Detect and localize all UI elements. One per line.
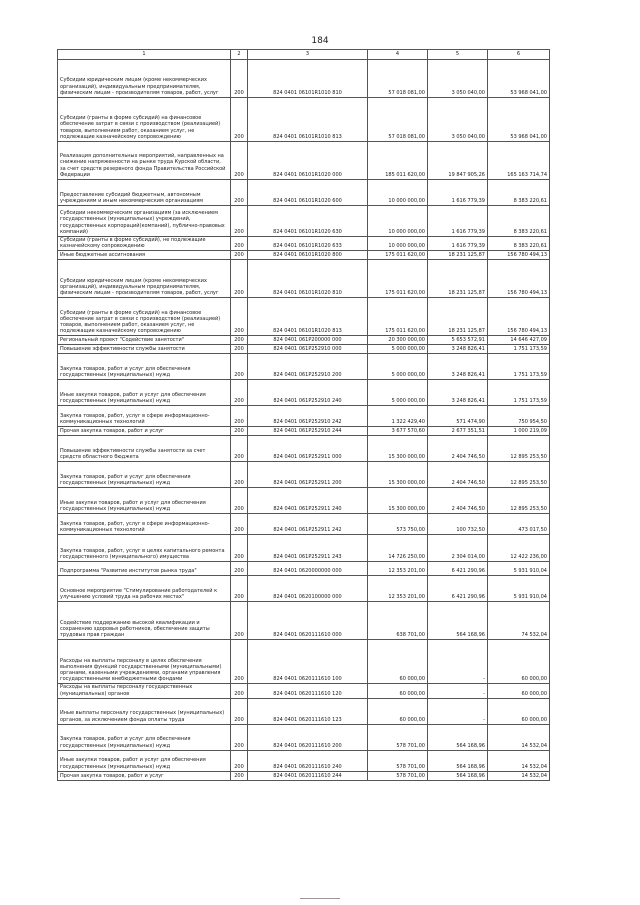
row-name-cell: Расходы на выплаты персоналу государственных (муниципальных) органов xyxy=(58,684,231,698)
row-line-code-cell: 200 xyxy=(231,251,248,260)
row-unexecuted-cell: 1 000 219,09 xyxy=(488,427,550,436)
row-executed-cell: 3 248 826,41 xyxy=(428,345,488,354)
table-row xyxy=(58,576,550,602)
row-approved-cell: 10 000 000,00 xyxy=(368,237,428,251)
row-budget-code-cell: 824 0401 0620111610 120 xyxy=(248,684,368,698)
row-unexecuted-cell: 53 968 041,00 xyxy=(488,60,550,98)
row-executed-cell: 564 168,96 xyxy=(428,602,488,640)
row-executed-cell: 19 847 905,26 xyxy=(428,142,488,180)
row-name-cell: Иные закупки товаров, работ и услуг для обеспечения государственных (муниципальных) нужд xyxy=(58,750,231,771)
column-header-line-code: 2 xyxy=(231,50,248,60)
row-executed-cell: 18 231 125,87 xyxy=(428,298,488,336)
row-approved-cell: 15 300 000,00 xyxy=(368,488,428,514)
row-unexecuted-cell: 12 422 236,00 xyxy=(488,535,550,562)
row-name-cell: Региональный проект "Содействие занятости" xyxy=(58,336,231,345)
row-executed-cell: 564 168,96 xyxy=(428,750,488,771)
row-approved-cell: 14 726 250,00 xyxy=(368,535,428,562)
row-name-cell: Закупка товаров, работ, услуг в целях капитального ремонта государственного (муниципального) имущества xyxy=(58,535,231,562)
row-approved-cell: 5 000 000,00 xyxy=(368,354,428,380)
row-line-code-cell: 200 xyxy=(231,640,248,684)
row-line-code-cell: 200 xyxy=(231,684,248,698)
row-executed-cell: 3 248 826,41 xyxy=(428,380,488,406)
row-executed-cell: 18 231 125,87 xyxy=(428,260,488,298)
row-line-code-cell: 200 xyxy=(231,180,248,206)
row-executed-cell: 564 168,96 xyxy=(428,771,488,780)
row-unexecuted-cell: 12 895 253,50 xyxy=(488,462,550,488)
row-line-code-cell: 200 xyxy=(231,237,248,251)
row-approved-cell: 12 353 201,00 xyxy=(368,562,428,576)
row-line-code-cell: 200 xyxy=(231,260,248,298)
row-line-code-cell: 200 xyxy=(231,698,248,724)
row-executed-cell: 18 231 125,87 xyxy=(428,251,488,260)
row-executed-cell: - xyxy=(428,684,488,698)
row-budget-code-cell: 824 0401 0620100000 000 xyxy=(248,576,368,602)
row-budget-code-cell: 824 0401 06101R1020 813 xyxy=(248,298,368,336)
row-line-code-cell: 200 xyxy=(231,576,248,602)
row-approved-cell: 3 677 570,60 xyxy=(368,427,428,436)
row-executed-cell: 564 168,96 xyxy=(428,724,488,750)
row-budget-code-cell: 824 0401 061P200000 000 xyxy=(248,336,368,345)
table-row xyxy=(58,336,550,345)
row-unexecuted-cell: 74 532,04 xyxy=(488,602,550,640)
row-unexecuted-cell: 8 383 220,61 xyxy=(488,206,550,237)
row-executed-cell: 3 050 040,00 xyxy=(428,98,488,142)
table-row xyxy=(58,251,550,260)
row-name-cell: Закупка товаров, работ и услуг для обеспечения государственных (муниципальных) нужд xyxy=(58,724,231,750)
row-executed-cell: 6 421 290,96 xyxy=(428,562,488,576)
column-header-budget-code: 3 xyxy=(248,50,368,60)
row-name-cell: Закупка товаров, работ, услуг в сфере информационно-коммуникационных технологий xyxy=(58,406,231,427)
row-budget-code-cell: 824 0401 06101R1010 810 xyxy=(248,60,368,98)
row-line-code-cell: 200 xyxy=(231,206,248,237)
row-budget-code-cell: 824 0401 06101R1020 810 xyxy=(248,260,368,298)
row-budget-code-cell: 824 0401 061P252911 243 xyxy=(248,535,368,562)
row-unexecuted-cell: 8 383 220,61 xyxy=(488,180,550,206)
row-unexecuted-cell: 14 646 427,09 xyxy=(488,336,550,345)
row-budget-code-cell: 824 0401 061P252910 240 xyxy=(248,380,368,406)
row-line-code-cell: 200 xyxy=(231,488,248,514)
row-name-cell: Предоставление субсидий бюджетным, автономным учреждениям и иным некоммерческим организациям xyxy=(58,180,231,206)
row-name-cell: Субсидии (гранты в форме субсидий) на финансовое обеспечение затрат в связи с производством (реализацией) товаров, выполнением работ, оказанием услуг, не подлежащие казначейскому сопровождению xyxy=(58,298,231,336)
row-budget-code-cell: 824 0401 06101R1020 633 xyxy=(248,237,368,251)
row-approved-cell: 15 300 000,00 xyxy=(368,436,428,462)
row-name-cell: Подпрограмма "Развитие институтов рынка труда" xyxy=(58,562,231,576)
row-approved-cell: 578 701,00 xyxy=(368,750,428,771)
row-approved-cell: 60 000,00 xyxy=(368,684,428,698)
column-header-approved: 4 xyxy=(368,50,428,60)
row-name-cell: Прочая закупка товаров, работ и услуг xyxy=(58,771,231,780)
row-budget-code-cell: 824 0401 061P252911 200 xyxy=(248,462,368,488)
row-budget-code-cell: 824 0401 0620111610 123 xyxy=(248,698,368,724)
table-row xyxy=(58,298,550,336)
row-name-cell: Субсидии (гранты в форме субсидий), не подлежащие казначейскому сопровождению xyxy=(58,237,231,251)
row-name-cell: Закупка товаров, работ и услуг для обеспечения государственных (муниципальных) нужд xyxy=(58,354,231,380)
row-name-cell: Реализация дополнительных мероприятий, направленных на снижение напряженности на рынке труда Курской области, за счет средств резервного фонда Правительства Российской Федерации xyxy=(58,142,231,180)
row-unexecuted-cell: 1 751 173,59 xyxy=(488,380,550,406)
row-executed-cell: 571 474,90 xyxy=(428,406,488,427)
column-header-executed: 5 xyxy=(428,50,488,60)
row-executed-cell: 3 050 040,00 xyxy=(428,60,488,98)
row-budget-code-cell: 824 0401 061P252911 240 xyxy=(248,488,368,514)
row-line-code-cell: 200 xyxy=(231,771,248,780)
row-budget-code-cell: 824 0401 0620111610 000 xyxy=(248,602,368,640)
row-executed-cell: 1 616 779,39 xyxy=(428,180,488,206)
row-name-cell: Иные выплаты персоналу государственных (муниципальных) органов, за исключением фонда оплаты труда xyxy=(58,698,231,724)
column-header-name: 1 xyxy=(58,50,231,60)
row-unexecuted-cell: 60 000,00 xyxy=(488,698,550,724)
row-approved-cell: 185 011 620,00 xyxy=(368,142,428,180)
row-unexecuted-cell: 14 532,04 xyxy=(488,724,550,750)
row-executed-cell: 2 677 351,51 xyxy=(428,427,488,436)
table-row xyxy=(58,462,550,488)
row-unexecuted-cell: 60 000,00 xyxy=(488,684,550,698)
table-row xyxy=(58,206,550,237)
row-approved-cell: 578 701,00 xyxy=(368,771,428,780)
row-budget-code-cell: 824 0401 0620111610 100 xyxy=(248,640,368,684)
table-row xyxy=(58,724,550,750)
row-budget-code-cell: 824 0401 06101R1010 813 xyxy=(248,98,368,142)
row-unexecuted-cell: 1 751 173,59 xyxy=(488,354,550,380)
row-budget-code-cell: 824 0401 06101R1020 630 xyxy=(248,206,368,237)
row-budget-code-cell: 824 0401 061P252910 244 xyxy=(248,427,368,436)
row-budget-code-cell: 824 0401 0620111610 240 xyxy=(248,750,368,771)
row-executed-cell: 3 248 826,41 xyxy=(428,354,488,380)
row-budget-code-cell: 824 0401 06101R1020 800 xyxy=(248,251,368,260)
row-line-code-cell: 200 xyxy=(231,724,248,750)
row-approved-cell: 1 322 429,40 xyxy=(368,406,428,427)
row-budget-code-cell: 824 0401 061P252911 000 xyxy=(248,436,368,462)
table-row xyxy=(58,562,550,576)
row-approved-cell: 57 018 081,00 xyxy=(368,98,428,142)
table-row xyxy=(58,488,550,514)
budget-execution-table xyxy=(57,49,550,781)
table-row xyxy=(58,535,550,562)
row-name-cell: Закупка товаров, работ и услуг для обеспечения государственных (муниципальных) нужд xyxy=(58,462,231,488)
row-executed-cell: 1 616 779,39 xyxy=(428,206,488,237)
row-name-cell: Субсидии (гранты в форме субсидий) на финансовое обеспечение затрат в связи с производством (реализацией) товаров, выполнением работ, оказанием услуг, не подлежащие казначейскому сопровождению xyxy=(58,98,231,142)
row-unexecuted-cell: 156 780 494,13 xyxy=(488,298,550,336)
row-executed-cell: - xyxy=(428,698,488,724)
row-approved-cell: 15 300 000,00 xyxy=(368,462,428,488)
row-name-cell: Основное мероприятие "Стимулирование работодателей к улучшению условий труда на рабочих местах" xyxy=(58,576,231,602)
row-name-cell: Иные закупки товаров, работ и услуг для обеспечения государственных (муниципальных) нужд xyxy=(58,380,231,406)
row-line-code-cell: 200 xyxy=(231,298,248,336)
row-approved-cell: 20 300 000,00 xyxy=(368,336,428,345)
table-row xyxy=(58,427,550,436)
table-header-row xyxy=(58,50,550,60)
row-approved-cell: 175 011 620,00 xyxy=(368,251,428,260)
row-unexecuted-cell: 156 780 494,13 xyxy=(488,260,550,298)
table-row xyxy=(58,180,550,206)
row-name-cell: Иные закупки товаров, работ и услуг для обеспечения государственных (муниципальных) нужд xyxy=(58,488,231,514)
row-approved-cell: 5 000 000,00 xyxy=(368,380,428,406)
row-name-cell: Иные бюджетные ассигнования xyxy=(58,251,231,260)
row-approved-cell: 578 701,00 xyxy=(368,724,428,750)
table-row xyxy=(58,354,550,380)
row-line-code-cell: 200 xyxy=(231,750,248,771)
row-executed-cell: 100 732,50 xyxy=(428,514,488,535)
row-line-code-cell: 200 xyxy=(231,354,248,380)
table-row xyxy=(58,698,550,724)
table-row xyxy=(58,60,550,98)
row-budget-code-cell: 824 0401 0620111610 200 xyxy=(248,724,368,750)
table-row xyxy=(58,514,550,535)
row-executed-cell: 2 404 746,50 xyxy=(428,488,488,514)
row-unexecuted-cell: 5 931 910,04 xyxy=(488,576,550,602)
row-name-cell: Содействие поддержанию высокой квалификации и сохранению здоровья работников, обеспечение защиты трудовых прав граждан xyxy=(58,602,231,640)
row-budget-code-cell: 824 0401 061P252910 242 xyxy=(248,406,368,427)
row-executed-cell: 1 616 779,39 xyxy=(428,237,488,251)
row-unexecuted-cell: 156 780 494,13 xyxy=(488,251,550,260)
row-unexecuted-cell: 1 751 173,59 xyxy=(488,345,550,354)
row-name-cell: Субсидии некоммерческим организациям (за исключением государственных (муниципальных) учреждений, государственных корпораций(компаний), публично-правовых компаний) xyxy=(58,206,231,237)
row-budget-code-cell: 824 0401 061P252911 242 xyxy=(248,514,368,535)
row-line-code-cell: 200 xyxy=(231,462,248,488)
row-line-code-cell: 200 xyxy=(231,406,248,427)
row-executed-cell: 2 304 014,00 xyxy=(428,535,488,562)
row-approved-cell: 60 000,00 xyxy=(368,698,428,724)
row-unexecuted-cell: 8 383 220,61 xyxy=(488,237,550,251)
row-budget-code-cell: 824 0401 06101R1020 000 xyxy=(248,142,368,180)
row-line-code-cell: 200 xyxy=(231,98,248,142)
row-unexecuted-cell: 14 532,04 xyxy=(488,750,550,771)
row-approved-cell: 5 000 000,00 xyxy=(368,345,428,354)
page-number: 184 xyxy=(311,36,329,46)
row-name-cell: Повышение эффективности службы занятости xyxy=(58,345,231,354)
table-row xyxy=(58,436,550,462)
row-executed-cell: 2 404 746,50 xyxy=(428,436,488,462)
row-budget-code-cell: 824 0401 06101R1020 600 xyxy=(248,180,368,206)
row-line-code-cell: 200 xyxy=(231,514,248,535)
table-row xyxy=(58,380,550,406)
page-footer-divider xyxy=(300,898,340,899)
row-line-code-cell: 200 xyxy=(231,336,248,345)
row-line-code-cell: 200 xyxy=(231,60,248,98)
row-budget-code-cell: 824 0401 0620000000 000 xyxy=(248,562,368,576)
row-executed-cell: 5 653 572,91 xyxy=(428,336,488,345)
row-unexecuted-cell: 12 895 253,50 xyxy=(488,488,550,514)
table-row xyxy=(58,602,550,640)
row-unexecuted-cell: 14 532,04 xyxy=(488,771,550,780)
row-unexecuted-cell: 750 954,50 xyxy=(488,406,550,427)
row-approved-cell: 175 011 620,00 xyxy=(368,260,428,298)
row-name-cell: Прочая закупка товаров, работ и услуг xyxy=(58,427,231,436)
row-unexecuted-cell: 12 895 253,50 xyxy=(488,436,550,462)
row-approved-cell: 10 000 000,00 xyxy=(368,180,428,206)
table-body xyxy=(58,60,550,781)
row-unexecuted-cell: 473 017,50 xyxy=(488,514,550,535)
row-executed-cell: 2 404 746,50 xyxy=(428,462,488,488)
row-line-code-cell: 200 xyxy=(231,535,248,562)
row-line-code-cell: 200 xyxy=(231,602,248,640)
row-unexecuted-cell: 165 163 714,74 xyxy=(488,142,550,180)
row-executed-cell: - xyxy=(428,640,488,684)
row-budget-code-cell: 824 0401 0620111610 244 xyxy=(248,771,368,780)
row-budget-code-cell: 824 0401 061P252910 000 xyxy=(248,345,368,354)
row-name-cell: Повышение эффективности службы занятости за счет средств областного бюджета xyxy=(58,436,231,462)
row-name-cell: Закупка товаров, работ, услуг в сфере информационно-коммуникационных технологий xyxy=(58,514,231,535)
table-row xyxy=(58,98,550,142)
row-budget-code-cell: 824 0401 061P252910 200 xyxy=(248,354,368,380)
column-header-unexecuted: 6 xyxy=(488,50,550,60)
table-row xyxy=(58,684,550,698)
table-row xyxy=(58,237,550,251)
row-line-code-cell: 200 xyxy=(231,436,248,462)
table-row xyxy=(58,260,550,298)
row-approved-cell: 573 750,00 xyxy=(368,514,428,535)
table-row xyxy=(58,750,550,771)
row-approved-cell: 175 011 620,00 xyxy=(368,298,428,336)
row-line-code-cell: 200 xyxy=(231,562,248,576)
row-unexecuted-cell: 60 000,00 xyxy=(488,640,550,684)
table-row xyxy=(58,771,550,780)
row-unexecuted-cell: 53 968 041,00 xyxy=(488,98,550,142)
row-approved-cell: 57 018 081,00 xyxy=(368,60,428,98)
row-approved-cell: 638 701,00 xyxy=(368,602,428,640)
row-name-cell: Субсидии юридическим лицам (кроме некоммерческих организаций), индивидуальным предпринимателям, физическим лицам - производителям товаров, работ, услуг xyxy=(58,60,231,98)
row-approved-cell: 60 000,00 xyxy=(368,640,428,684)
table-row xyxy=(58,640,550,684)
row-line-code-cell: 200 xyxy=(231,427,248,436)
row-line-code-cell: 200 xyxy=(231,142,248,180)
table-row xyxy=(58,345,550,354)
table-row xyxy=(58,142,550,180)
row-name-cell: Расходы на выплаты персоналу в целях обеспечения выполнения функций государственными (муниципальными) органами, казенными учреждениями, органами управления государственными внебюджетными фондами xyxy=(58,640,231,684)
row-name-cell: Субсидии юридическим лицам (кроме некоммерческих организаций), индивидуальным предпринимателям, физическим лицам - производителям товаров, работ, услуг xyxy=(58,260,231,298)
row-approved-cell: 12 353 201,00 xyxy=(368,576,428,602)
row-unexecuted-cell: 5 931 910,04 xyxy=(488,562,550,576)
row-executed-cell: 6 421 290,96 xyxy=(428,576,488,602)
row-line-code-cell: 200 xyxy=(231,345,248,354)
row-approved-cell: 10 000 000,00 xyxy=(368,206,428,237)
row-line-code-cell: 200 xyxy=(231,380,248,406)
table-row xyxy=(58,406,550,427)
